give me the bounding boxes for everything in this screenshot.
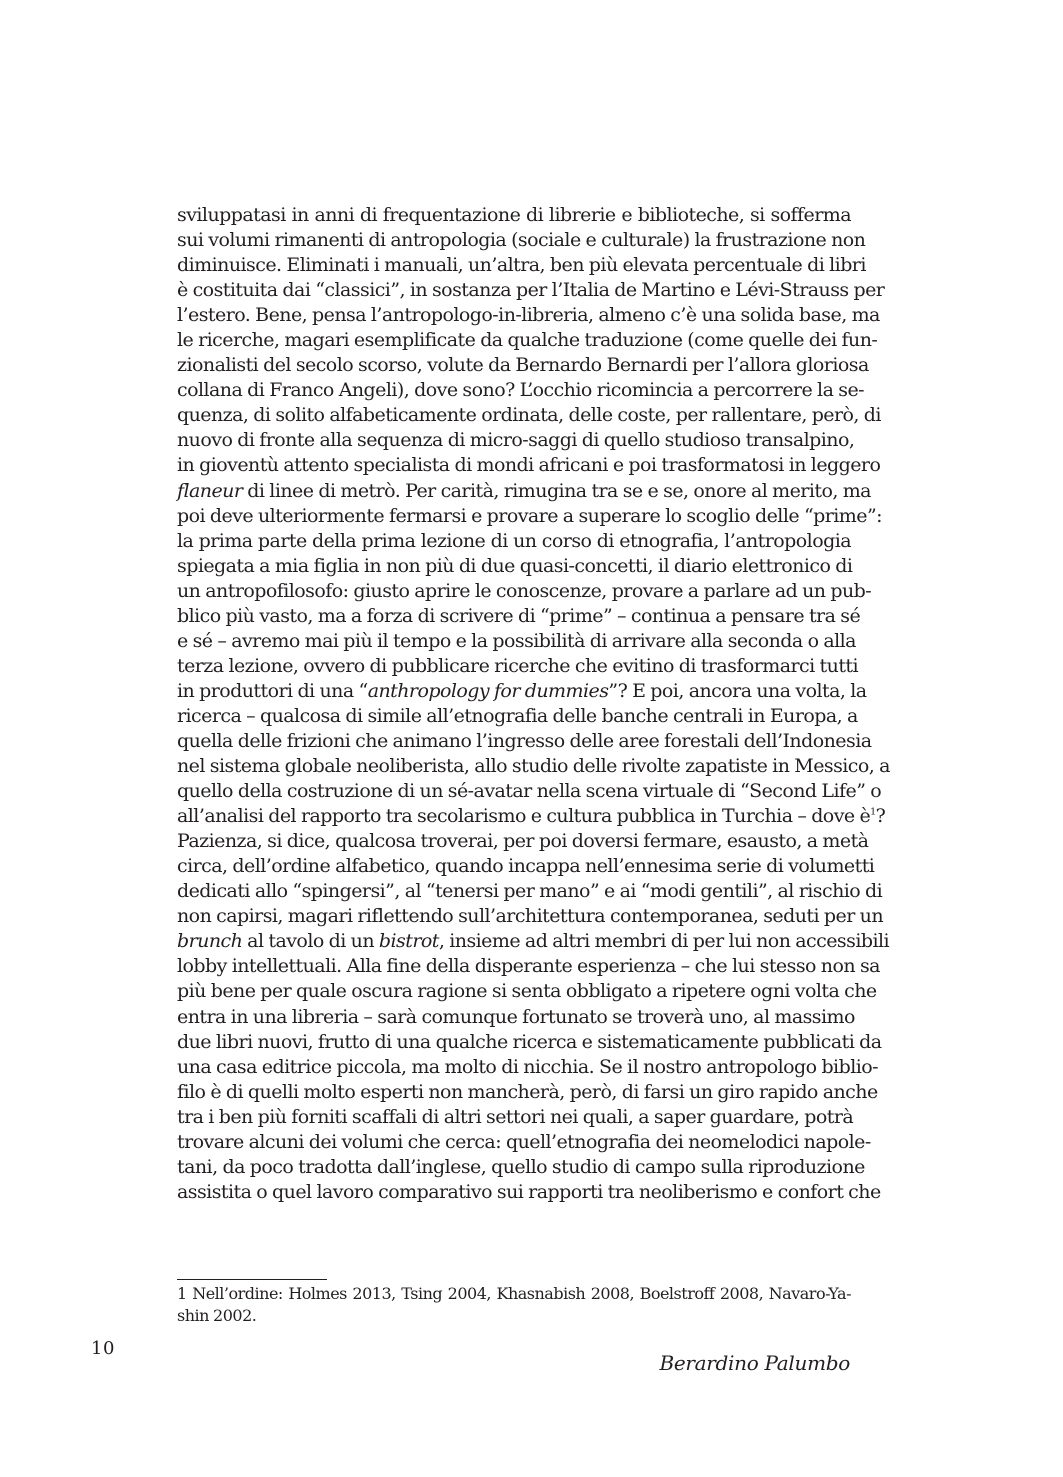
running-footer-author: Berardino Palumbo (659, 1351, 850, 1375)
body-line: l’estero. Bene, pensa l’antropologo-in-libreria, almeno c’è una solida base, ma (177, 304, 880, 327)
body-line: quenza, di solito alfabeticamente ordinata, delle coste, per rallentare, però, di (177, 404, 881, 427)
body-line: più bene per quale oscura ragione si senta obbligato a ripetere ogni volta che (177, 980, 877, 1003)
body-line: due libri nuovi, frutto di una qualche ricerca e sistematicamente pubblicati da (177, 1030, 882, 1053)
body-line: Pazienza, si dice, qualcosa troverai, per poi doversi fermare, esausto, a metà (177, 830, 869, 853)
body-line: all’analisi del rapporto tra secolarismo e cultura pubblica in Turchia – dove $è^1$? (177, 805, 886, 828)
footnote (177, 1283, 851, 1327)
body-line: poi deve ulteriormente fermarsi e provare a superare lo scoglio delle “prime”: (177, 504, 882, 527)
body-line: collana di Franco Angeli), dove sono? L’occhio ricomincia a percorrere la se- (177, 379, 865, 402)
body-line: zionalisti del secolo scorso, volute da Bernardo Bernardi per l’allora gloriosa (177, 354, 869, 377)
body-line: brunch al tavolo di un bistrot, insieme ad altri membri di per lui non accessibili (177, 930, 890, 953)
body-line: sui volumi rimanenti di antropologia (sociale e culturale) la frustrazione non (177, 229, 866, 252)
body-line: tra i ben più forniti scaffali di altri settori nei quali, a saper guardare, potrà (177, 1105, 854, 1128)
body-line: quella delle frizioni che animano l’ingresso delle aree forestali dell’Indonesia (177, 729, 872, 752)
body-line: entra in una libreria – sarà comunque fortunato se troverà uno, al massimo (177, 1005, 855, 1028)
body-line: assistita o quel lavoro comparativo sui rapporti tra neoliberismo e confort che (177, 1180, 881, 1203)
footnote-line: shin 2002. (177, 1306, 257, 1325)
body-line: trovare alcuni dei volumi che cerca: quell’etnografia dei neomelodici napole- (177, 1130, 871, 1153)
body-line: la prima parte della prima lezione di un corso di etnografia, l’antropologia (177, 529, 851, 552)
body-line: flaneur di linee di metrò. Per carità, rimugina tra se e se, onore al merito, ma (177, 479, 871, 502)
body-line: diminuisce. Eliminati i manuali, un’altra, ben più elevata percentuale di libri (177, 254, 866, 277)
body-line: una casa editrice piccola, ma molto di nicchia. Se il nostro antropologo biblio- (177, 1055, 879, 1078)
body-line: è costituita dai “classici”, in sostanza per l’Italia de Martino e Lévi-Strauss per (177, 279, 885, 302)
footnote-line: 1 Nell’ordine: Holmes 2013, Tsing 2004, Khasnabish 2008, Boelstroff 2008, Navaro-Ya- (177, 1284, 851, 1303)
page-number: 10 (91, 1338, 115, 1359)
body-line: sviluppatasi in anni di frequentazione di librerie e biblioteche, si sofferma (177, 204, 851, 226)
footnote-divider (177, 1279, 327, 1280)
body-line: non capirsi, magari riflettendo sull’architettura contemporanea, seduti per un (177, 905, 884, 928)
body-line: nuovo di fronte alla sequenza di micro-saggi di quello studioso transalpino, (177, 429, 855, 452)
body-line: terza lezione, ovvero di pubblicare ricerche che evitino di trasformarci tutti (177, 654, 859, 677)
body-line: quello della costruzione di un sé-avatar nella scena virtuale di “Second Life” o (177, 780, 882, 803)
body-line: le ricerche, magari esemplificate da qualche traduzione (come quelle dei fun- (177, 329, 878, 352)
body-line: ricerca – qualcosa di simile all’etnografia delle banche centrali in Europa, a (177, 704, 858, 727)
body-line: un antropofilosofo: giusto aprire le conoscenze, provare a parlare ad un pub- (177, 579, 872, 602)
body-line: blico più vasto, ma a forza di scrivere di “prime” – continua a pensare tra sé (177, 604, 861, 627)
body-line: in produttori di una “anthropology for dummies”? E poi, ancora una volta, la (177, 679, 867, 702)
body-line: tani, da poco tradotta dall’inglese, quello studio di campo sulla riproduzione (177, 1155, 865, 1178)
body-line: circa, dell’ordine alfabetico, quando incappa nell’ennesima serie di volumetti (177, 855, 875, 878)
body-line: spiegata a mia figlia in non più di due quasi-concetti, il diario elettronico di (177, 554, 853, 577)
body-line: e sé – avremo mai più il tempo e la possibilità di arrivare alla seconda o alla (177, 629, 856, 652)
body-line: dedicati allo “spingersi”, al “tenersi per mano” e ai “modi gentili”, al rischio di (177, 880, 883, 903)
body-line: lobby intellettuali. Alla fine della disperante esperienza – che lui stesso non sa (177, 955, 880, 978)
body-line: filo è di quelli molto esperti non mancherà, però, di farsi un giro rapido anche (177, 1080, 878, 1103)
body-line: in gioventù attento specialista di mondi africani e poi trasformatosi in leggero (177, 454, 881, 477)
body-line: nel sistema globale neoliberista, allo studio delle rivolte zapatiste in Messico, a (177, 755, 890, 778)
body-text (177, 203, 890, 1205)
